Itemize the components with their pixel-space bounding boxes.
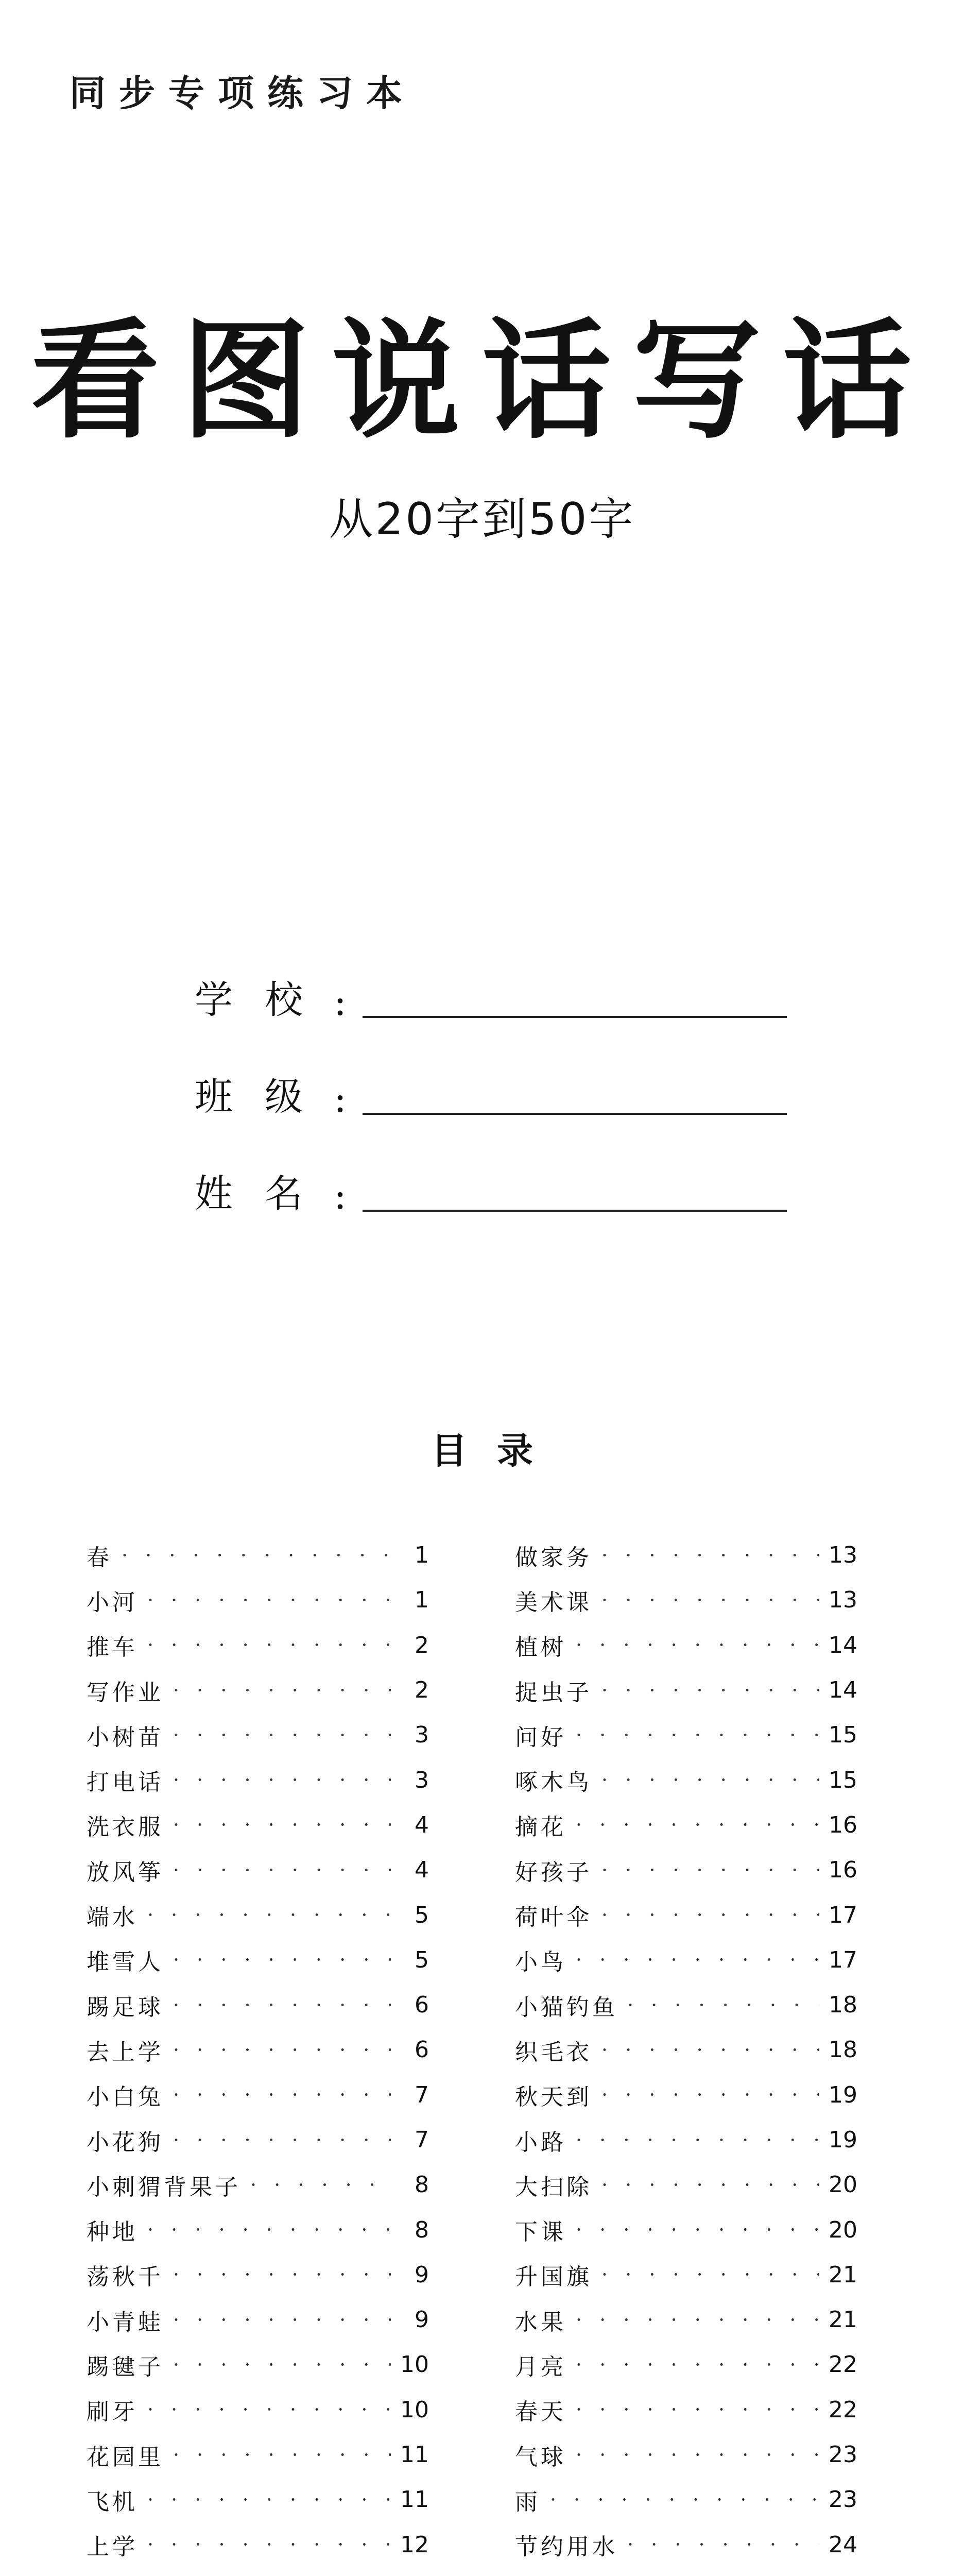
toc-item[interactable]	[87, 1578, 429, 1622]
toc-leader-dots	[147, 1589, 391, 1612]
toc-item-page: 2	[415, 1632, 429, 1658]
school-input-line[interactable]	[363, 1013, 787, 1018]
toc-item-name: 春	[87, 1544, 112, 1571]
toc-item-name	[515, 2573, 644, 2576]
toc-item[interactable]	[87, 1623, 429, 1668]
toc-item[interactable]	[515, 2252, 857, 2297]
toc-item-name: 推车	[87, 1634, 138, 1661]
toc-item-page: 21	[829, 2261, 857, 2288]
toc-item-name: 摘花	[515, 1814, 566, 1841]
toc-item-page: 3	[415, 1767, 429, 1793]
toc-leader-dots	[576, 1948, 819, 1971]
toc-item-name: 月亮	[515, 2353, 566, 2380]
toc-leader-dots	[250, 2174, 391, 2196]
toc-item[interactable]	[515, 2432, 857, 2477]
toc-item-page: 5	[415, 1902, 429, 1928]
toc-item-page: 13	[829, 1587, 857, 1614]
name-colon: :	[334, 1174, 347, 1218]
toc-item-page: 16	[829, 1857, 857, 1884]
school-label: 学校	[195, 978, 335, 1022]
toc-item[interactable]	[515, 2477, 857, 2522]
toc-item-page: 14	[829, 1632, 857, 1658]
toc-item-name: 小树苗	[87, 1724, 164, 1751]
toc-item[interactable]	[87, 1803, 429, 1848]
toc-item[interactable]	[515, 1982, 857, 2027]
name-input-line[interactable]	[363, 1207, 787, 1212]
toc-item-name: 植树	[515, 1634, 566, 1661]
toc-item-page: 10	[400, 2396, 429, 2423]
toc-item[interactable]	[515, 2162, 857, 2207]
class-field	[195, 1024, 787, 1121]
toc-leader-dots	[173, 2083, 391, 2106]
school-field	[195, 927, 787, 1024]
toc-item[interactable]	[515, 1938, 857, 1982]
school-colon: :	[334, 980, 347, 1024]
toc-item-page: 7	[415, 2081, 429, 2108]
toc-item-name: 荡秋千	[87, 2264, 164, 2291]
toc-item-page: 19	[829, 2127, 857, 2153]
toc-leader-dots	[576, 2444, 819, 2466]
toc-title: 目录	[431, 1429, 563, 1472]
toc-item-name: 升国旗	[515, 2264, 592, 2291]
toc-item[interactable]	[515, 1623, 857, 1668]
toc-leader-dots	[147, 2533, 391, 2556]
toc-item[interactable]	[515, 2027, 857, 2072]
toc-leader-dots	[601, 1544, 819, 1567]
toc-leader-dots	[601, 2174, 819, 2196]
toc-item[interactable]	[87, 2207, 429, 2252]
toc-item[interactable]	[87, 2477, 429, 2522]
toc-item[interactable]	[515, 2207, 857, 2252]
toc-item-name: 踢足球	[87, 1994, 164, 2021]
toc-item[interactable]	[515, 1892, 857, 1937]
toc-item[interactable]	[87, 2117, 429, 2162]
toc-item-name: 小花狗	[87, 2129, 164, 2156]
toc-item-page: 20	[829, 2216, 857, 2243]
toc-item[interactable]	[515, 1757, 857, 1802]
toc-item[interactable]	[87, 1892, 429, 1937]
toc-item-name: 节约用水	[515, 2534, 618, 2561]
toc-item-name: 端水	[87, 1904, 138, 1931]
toc-leader-dots	[601, 1859, 819, 1882]
toc-item-name: 美术课	[515, 1589, 592, 1616]
toc-leader-dots	[576, 2129, 819, 2151]
toc-leader-dots	[173, 2309, 391, 2331]
toc-item-page: 15	[829, 1767, 857, 1793]
toc-right-column	[515, 1533, 857, 2576]
toc-item-name: 种地	[87, 2219, 138, 2246]
toc-item[interactable]	[515, 1713, 857, 1757]
toc-item[interactable]	[515, 1803, 857, 1848]
toc-item[interactable]	[87, 2252, 429, 2297]
toc-item[interactable]	[87, 2567, 429, 2576]
student-info-form	[195, 927, 787, 1218]
toc-item-name: 做家务	[515, 1544, 592, 1571]
toc-item[interactable]	[515, 1533, 857, 1578]
toc-leader-dots	[173, 1994, 391, 2016]
toc-item-page: 19	[829, 2081, 857, 2108]
name-field	[195, 1121, 787, 1218]
class-input-line[interactable]	[363, 1110, 787, 1115]
toc-item[interactable]	[515, 2117, 857, 2162]
toc-item[interactable]	[87, 1938, 429, 1982]
toc-item-name: 去上学	[87, 2039, 164, 2065]
toc-item[interactable]	[87, 2027, 429, 2072]
toc-leader-dots	[173, 2129, 391, 2151]
toc-leader-dots	[147, 2218, 391, 2241]
toc-item[interactable]	[87, 1533, 429, 1578]
class-label: 班级	[195, 1075, 335, 1119]
toc-item-name: 飞机	[87, 2488, 138, 2515]
toc-item[interactable]	[87, 2387, 429, 2432]
series-name: 同步专项练习本	[70, 72, 416, 114]
toc-item[interactable]	[515, 2073, 857, 2117]
toc-item[interactable]	[515, 2387, 857, 2432]
toc-leader-dots	[601, 1769, 819, 1791]
toc-item-name: 小青蛙	[87, 2309, 164, 2335]
toc-leader-dots	[576, 2218, 819, 2241]
toc-item-name: 上学	[87, 2534, 138, 2561]
toc-leader-dots	[550, 2488, 819, 2511]
toc-leader-dots	[601, 2083, 819, 2106]
toc-leader-dots	[147, 2488, 391, 2511]
toc-item[interactable]	[515, 2342, 857, 2387]
toc-item-name: 问好	[515, 1724, 566, 1751]
toc-item[interactable]	[515, 1578, 857, 1622]
toc-item-page: 23	[829, 2442, 857, 2468]
toc-item-page: 11	[400, 2486, 429, 2513]
name-label: 姓名	[195, 1172, 335, 1216]
toc-item-page: 1	[415, 1542, 429, 1569]
toc-item[interactable]	[87, 2162, 429, 2207]
toc-leader-dots	[122, 1544, 391, 1567]
toc-item-page: 12	[400, 2531, 429, 2558]
toc-item[interactable]	[515, 2522, 857, 2567]
toc-item-page: 17	[829, 1946, 857, 1973]
toc-leader-dots	[173, 2353, 391, 2376]
toc-item[interactable]	[87, 1757, 429, 1802]
toc-leader-dots	[173, 2263, 391, 2286]
toc-leader-dots	[601, 2263, 819, 2286]
toc-leader-dots	[576, 2353, 819, 2376]
toc-item[interactable]	[515, 1848, 857, 1892]
toc-left-column	[87, 1533, 429, 2576]
toc-item-page: 18	[829, 1992, 857, 2019]
toc-leader-dots	[173, 2444, 391, 2466]
toc-leader-dots	[601, 1589, 819, 1612]
toc-item-page: 22	[829, 2351, 857, 2378]
toc-leader-dots	[147, 1634, 391, 1656]
toc-item[interactable]	[87, 2073, 429, 2117]
toc-item-page: 4	[415, 1811, 429, 1838]
toc-item-page: 8	[415, 2216, 429, 2243]
toc-leader-dots	[601, 1679, 819, 1702]
toc-item-name: 小河	[87, 1589, 138, 1616]
toc-item-page: 9	[415, 2307, 429, 2333]
toc-item-name: 下课	[515, 2219, 566, 2246]
toc-leader-dots	[147, 1904, 391, 1926]
toc-item-page: 11	[400, 2442, 429, 2468]
toc-leader-dots	[173, 1859, 391, 1882]
toc-item-page: 6	[415, 2037, 429, 2063]
toc-item-page: 1	[415, 1587, 429, 1614]
toc-item-name: 捉虫子	[515, 1679, 592, 1706]
toc-item-name: 刷牙	[87, 2399, 138, 2426]
toc-item-page: 15	[829, 1722, 857, 1749]
toc-item-name: 啄木鸟	[515, 1769, 592, 1796]
toc-item-name: 大扫除	[515, 2174, 592, 2200]
toc-leader-dots	[601, 2039, 819, 2061]
toc-leader-dots	[173, 1679, 391, 1702]
toc-item-page: 7	[415, 2127, 429, 2153]
toc-item-page: 18	[829, 2037, 857, 2063]
toc-leader-dots	[576, 2398, 819, 2421]
toc-item-name	[87, 2573, 138, 2576]
toc-item-name: 荷叶伞	[515, 1904, 592, 1931]
toc-leader-dots	[601, 1904, 819, 1926]
toc-leader-dots	[173, 1948, 391, 1971]
toc-item-name: 小刺猬背果子	[87, 2174, 241, 2200]
toc-item-page: 21	[829, 2307, 857, 2333]
toc-item-name: 洗衣服	[87, 1814, 164, 1841]
toc-item-name: 好孩子	[515, 1859, 592, 1886]
toc-item-page: 9	[415, 2261, 429, 2288]
toc-leader-dots	[627, 2533, 819, 2556]
toc-item-name: 放风筝	[87, 1859, 164, 1886]
toc-item[interactable]	[87, 2342, 429, 2387]
toc-leader-dots	[627, 1994, 819, 2016]
toc-item[interactable]	[87, 1848, 429, 1892]
class-colon: :	[334, 1077, 347, 1121]
toc-item-page: 10	[400, 2351, 429, 2378]
toc-item-page: 4	[415, 1857, 429, 1884]
toc-leader-dots	[173, 2039, 391, 2061]
toc-item-name: 堆雪人	[87, 1949, 164, 1976]
toc-item-page: 5	[415, 1946, 429, 1973]
toc-item-name: 小鸟	[515, 1949, 566, 1976]
toc-item-page: 23	[829, 2486, 857, 2513]
toc-item-page: 8	[415, 2172, 429, 2198]
toc-item-name: 小猫钓鱼	[515, 1994, 618, 2021]
toc-item[interactable]	[515, 1668, 857, 1713]
toc-item[interactable]	[87, 2522, 429, 2567]
toc-item-name: 春天	[515, 2399, 566, 2426]
toc-leader-dots	[173, 1814, 391, 1836]
toc-leader-dots	[173, 1724, 391, 1747]
toc-item-page: 20	[829, 2172, 857, 2198]
toc-item-page: 2	[415, 1677, 429, 1704]
toc-item-name: 秋天到	[515, 2084, 592, 2111]
toc-leader-dots	[576, 2309, 819, 2331]
toc-leader-dots	[576, 1814, 819, 1836]
toc-item[interactable]	[87, 1982, 429, 2027]
toc-item[interactable]	[87, 1713, 429, 1757]
toc-item[interactable]	[87, 2297, 429, 2342]
toc-item-name: 水果	[515, 2309, 566, 2335]
toc-item-name: 气球	[515, 2444, 566, 2470]
toc-item-page: 13	[829, 1542, 857, 1569]
toc-item-name: 小白兔	[87, 2084, 164, 2111]
book-title: 看图说话写话	[31, 304, 933, 456]
toc-item-name: 花园里	[87, 2444, 164, 2470]
toc-item[interactable]	[87, 2432, 429, 2477]
toc-item[interactable]	[515, 2297, 857, 2342]
toc-item-page: 22	[829, 2396, 857, 2423]
toc-item-page: 14	[829, 1677, 857, 1704]
toc-item-page: 24	[829, 2531, 857, 2558]
toc-leader-dots	[173, 1769, 391, 1791]
toc-item-name: 写作业	[87, 1679, 164, 1706]
toc-item-page: 17	[829, 1902, 857, 1928]
toc-item-page: 16	[829, 1811, 857, 1838]
book-subtitle: 从20字到50字	[329, 494, 635, 545]
toc-leader-dots	[576, 1724, 819, 1747]
toc-item-name: 打电话	[87, 1769, 164, 1796]
toc-leader-dots	[576, 1634, 819, 1656]
toc-item-name: 雨	[515, 2488, 541, 2515]
toc-item[interactable]	[515, 2567, 857, 2576]
toc-item-name: 踢毽子	[87, 2353, 164, 2380]
toc-leader-dots	[147, 2398, 391, 2421]
toc-item[interactable]	[87, 1668, 429, 1713]
toc-item-page: 3	[415, 1722, 429, 1749]
toc-item-name: 织毛衣	[515, 2039, 592, 2065]
toc-item-name: 小路	[515, 2129, 566, 2156]
toc-item-page: 6	[415, 1992, 429, 2019]
